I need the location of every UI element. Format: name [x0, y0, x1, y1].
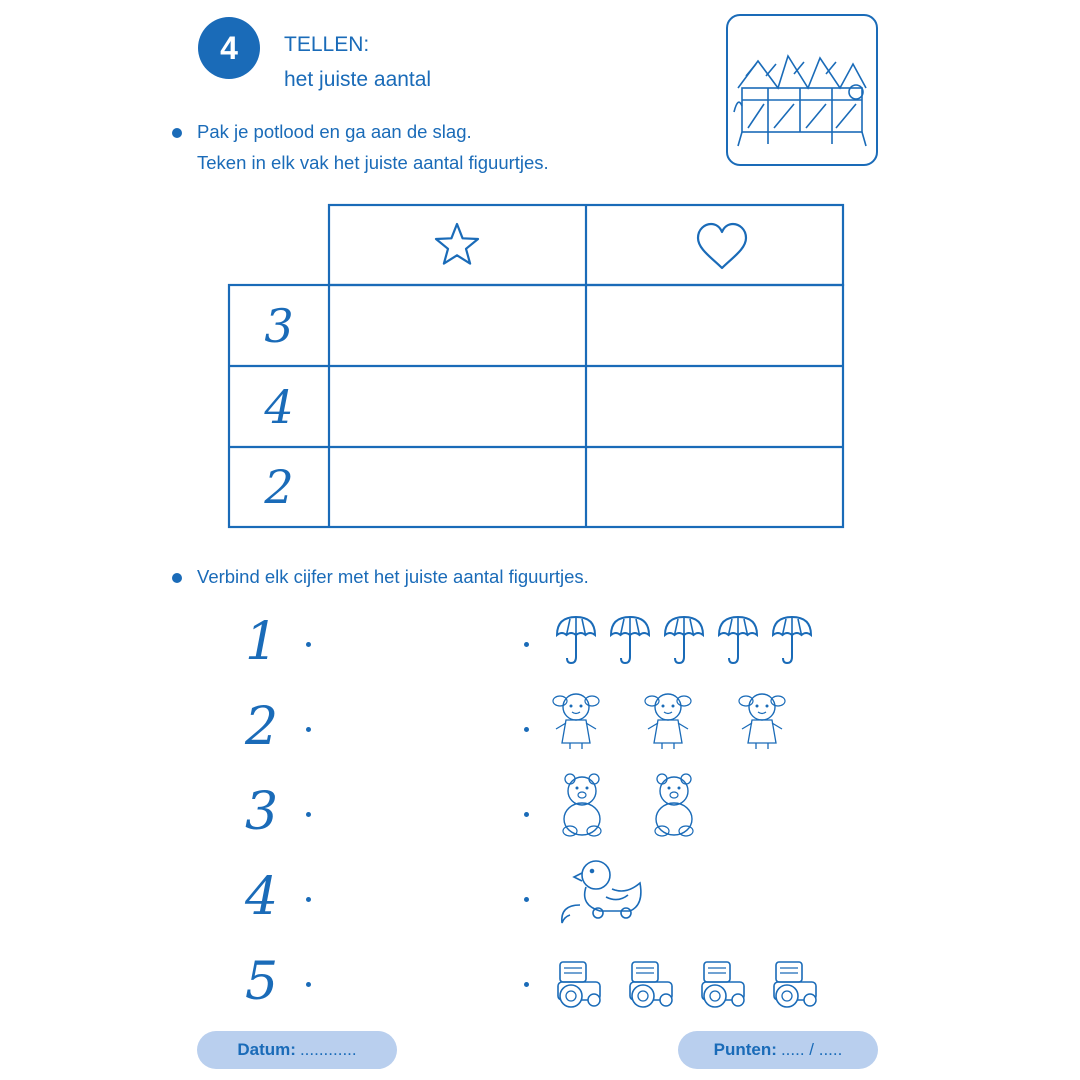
- umbrella-icon: [719, 617, 757, 663]
- match-number-1: 1: [245, 612, 279, 672]
- drawing-cell-heart-2[interactable]: [588, 449, 841, 525]
- match-number-3: 3: [245, 782, 279, 842]
- score-blank: ..... / .....: [780, 1040, 843, 1059]
- exercise-subtitle: het juiste aantal: [284, 68, 432, 91]
- umbrella-icon: [665, 617, 703, 663]
- doll-icon: [645, 694, 691, 749]
- instruction-1-line1: Pak je potlood en ga aan de slag.: [197, 121, 472, 142]
- left-dot-5[interactable]: [306, 982, 311, 987]
- match-number-4: 4: [245, 867, 279, 927]
- exercise-number-badge: 4: [198, 17, 260, 79]
- drawing-cell-heart-3[interactable]: [588, 287, 841, 364]
- score-label: Punten:: [713, 1040, 777, 1059]
- left-dot-4[interactable]: [306, 897, 311, 902]
- exercise-title: TELLEN:: [284, 33, 370, 56]
- bullet-2: [172, 573, 182, 583]
- toy-tractor-icon: [558, 962, 600, 1007]
- figure-groups: [540, 605, 840, 1025]
- date-label: Datum:: [237, 1040, 296, 1059]
- umbrella-icon: [557, 617, 595, 663]
- teddy-bear-icon: [563, 774, 601, 836]
- right-dot-1[interactable]: [524, 642, 529, 647]
- toy-tractor-icon: [774, 962, 816, 1007]
- match-number-5: 5: [245, 952, 279, 1012]
- drawing-cell-star-4[interactable]: [331, 368, 584, 445]
- drawing-cell-heart-4[interactable]: [588, 368, 841, 445]
- toy-duck-icon: [562, 861, 641, 923]
- teddy-bear-icon: [655, 774, 693, 836]
- date-pill[interactable]: [197, 1031, 397, 1069]
- left-dot-2[interactable]: [306, 727, 311, 732]
- row-number-3: 2: [264, 460, 294, 514]
- umbrella-icon: [773, 617, 811, 663]
- right-dot-5[interactable]: [524, 982, 529, 987]
- right-dot-4[interactable]: [524, 897, 529, 902]
- instruction-1-line2: Teken in elk vak het juiste aantal figuurtjes.: [197, 152, 549, 173]
- doll-icon: [739, 694, 785, 749]
- row-number-2: 4: [264, 379, 294, 434]
- left-dot-1[interactable]: [306, 642, 311, 647]
- match-number-2: 2: [245, 697, 279, 757]
- drawing-cell-star-3[interactable]: [331, 287, 584, 364]
- doll-icon: [553, 694, 599, 749]
- instruction-2: Verbind elk cijfer met het juiste aantal figuurtjes.: [197, 566, 589, 587]
- row-number-1: 3: [264, 298, 294, 353]
- left-dot-3[interactable]: [306, 812, 311, 817]
- heart-icon: [698, 224, 746, 268]
- date-blank: ............: [299, 1040, 357, 1059]
- right-dot-3[interactable]: [524, 812, 529, 817]
- score-pill[interactable]: [678, 1031, 878, 1069]
- right-dot-2[interactable]: [524, 727, 529, 732]
- star-icon: [436, 224, 478, 264]
- umbrella-icon: [611, 617, 649, 663]
- toy-tractor-icon: [630, 962, 672, 1007]
- toy-tractor-icon: [702, 962, 744, 1007]
- drawing-cell-star-2[interactable]: [331, 449, 584, 525]
